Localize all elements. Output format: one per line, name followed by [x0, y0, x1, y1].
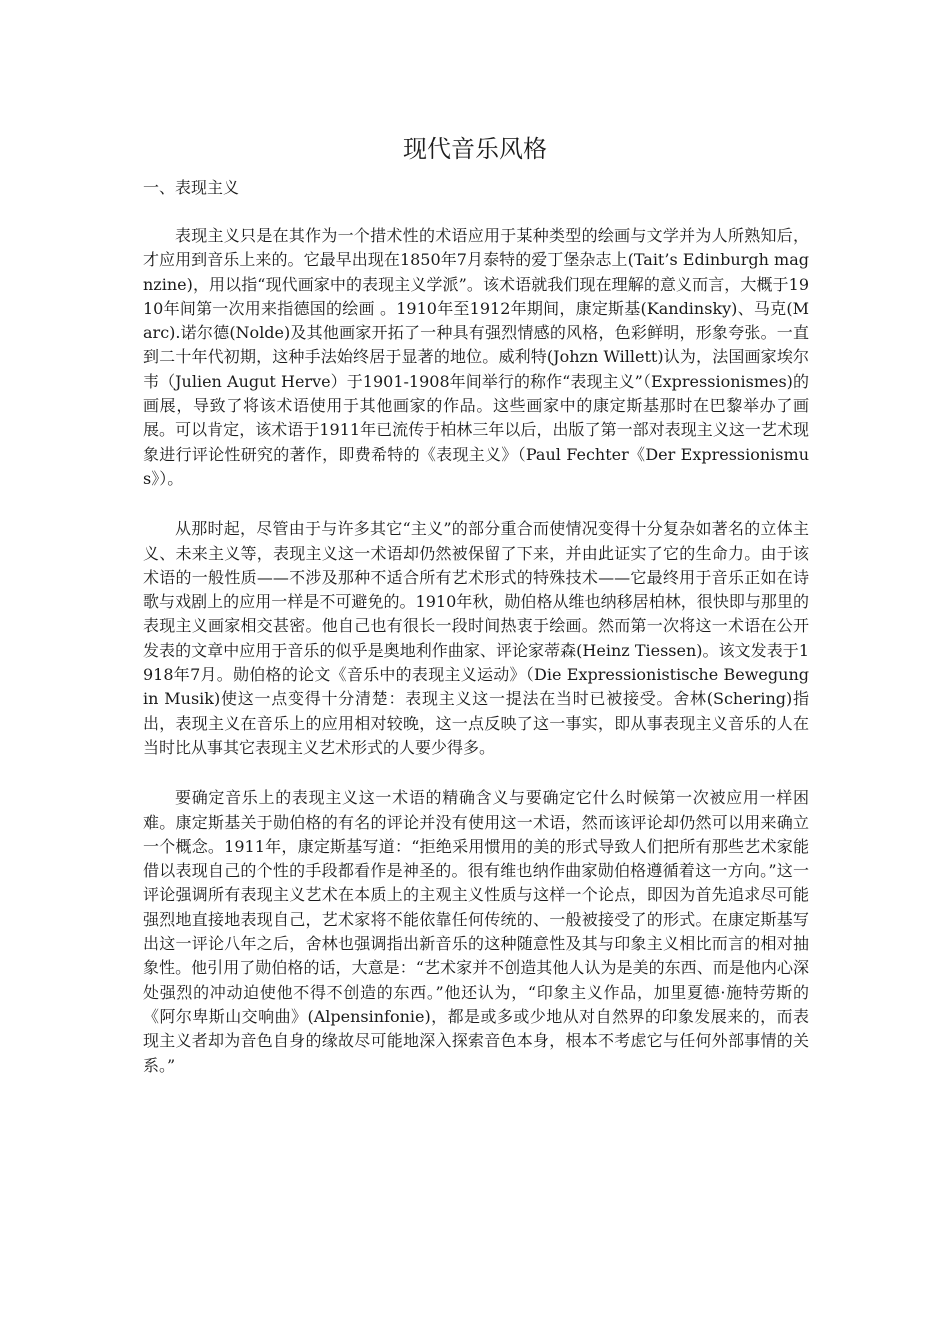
paragraph-1: 表现主义只是在其作为一个措术性的术语应用于某种类型的绘画与文学并为人所熟知后，才应用到音乐上来的。它最早出现在1850年7月泰特的爱丁堡杂志上(Tait’s Edinburgh magnzine)，用以指“现代画家中的表现主义学派”。该术语就我们现在理解的意义而言，大概于1910年间第一次用来指德国的绘画 。1910年至1912年期间，康定斯基(Kandinsky)、马克(Marc).诺尔德(Nolde)及其他画家开拓了一种具有强烈情感的风格，色彩鲜明，形象夸张。一直到二十年代初期，这种手法始终居于显著的地位。威利特(Johzn Willett)认为，法国画家埃尔韦（Julien Augut Herve）于1901-1908年间举行的称作“表现主义”（Expressionismes)的画展，导致了将该术语使用于其他画家的作品。这些画家中的康定斯基那时在巴黎举办了画展。可以肯定，该术语于1911年已流传于柏林三年以后，出版了第一部对表现主义这一艺术现象进行评论性研究的著作，即费希特的《表现主义》（Paul Fechter《Der Expressionismus》）。: [143, 226, 809, 488]
paragraph-2: 从那时起，尽管由于与许多其它“主义”的部分重合而使情况变得十分复杂如著名的立体主义、未来主义等，表现主义这一术语却仍然被保留了下来，并由此证实了它的生命力。由于该术语的一般性质——不涉及那种不适合所有艺术形式的特殊技术——它最终用于音乐正如在诗歌与戏剧上的应用一样是不可避免的。1910年秋，勋伯格从维也纳移居柏林，很快即与那里的表现主义画家相交甚密。他自己也有很长一段时间热衷于绘画。然而第一次将这一术语在公开发表的文章中应用于音乐的似乎是奥地利作曲家、评论家蒂森(Heinz Tiessen)。该文发表于1918年7月。勋伯格的论文《音乐中的表现主义运动》（Die Expressionistische Bewegung in Musik)使这一点变得十分清楚：表现主义这一提法在当时已被接受。舍林(Schering)指出，表现主义在音乐上的应用相对较晚，这一点反映了这一事实，即从事表现主义音乐的人在当时比从事其它表现主义艺术形式的人要少得多。: [143, 519, 809, 757]
page-title: 现代音乐风格: [403, 135, 547, 163]
section-heading: 一、表现主义: [143, 178, 240, 197]
paragraph-3: 要确定音乐上的表现主义这一术语的精确含义与要确定它什么时候第一次被应用一样困难。康定斯基关于勋伯格的有名的评论并没有使用这一术语，然而该评论却仍然可以用来确立一个概念。1911年，康定斯基写道：“拒绝采用惯用的美的形式导致人们把所有那些艺术家能借以表现自己的个性的手段都看作是神圣的。很有维也纳作曲家勋伯格遵循着这一方向。”这一评论强调所有表现主义艺术在本质上的主观主义性质与这样一个论点，即因为首先追求尽可能强烈地直接地表现自己，艺术家将不能依靠任何传统的、一般被接受了的形式。在康定斯基写出这一评论八年之后，舍林也强调指出新音乐的这种随意性及其与印象主义相比而言的相对抽象性。他引用了勋伯格的话，大意是：“艺术家并不创造其他人认为是美的东西、而是他内心深处强烈的冲动迫使他不得不创造的东西。”他还认为，“印象主义作品，加里夏德·施特劳斯的《阿尔卑斯山交响曲》(Alpensinfonie)，都是或多或少地从对自然界的印象发展来的，而表现主义者却为音色自身的缘故尽可能地深入探索音色本身，根本不考虑它与任何外部事情的关系。”: [143, 788, 809, 1075]
body-text: [143, 224, 809, 1104]
